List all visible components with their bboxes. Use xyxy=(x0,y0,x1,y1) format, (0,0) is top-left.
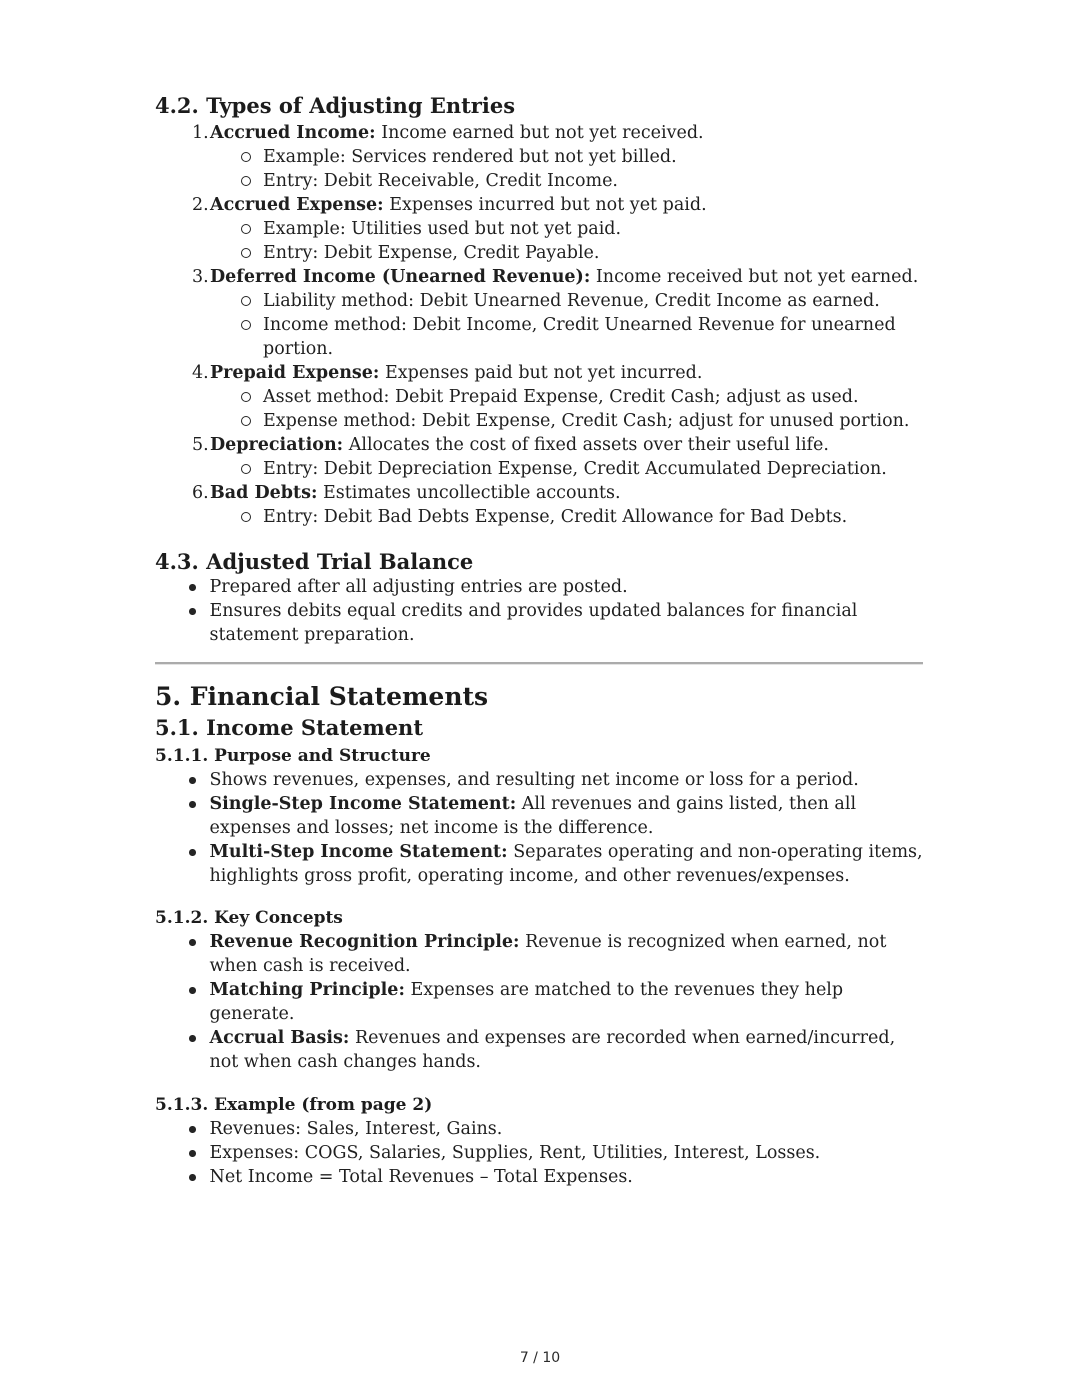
term-label: Prepaid Expense: xyxy=(210,363,380,383)
bullet-item xyxy=(189,1026,923,1074)
term-description: Revenues and expenses are recorded when earned/incurred, not when cash changes hands. xyxy=(209,1028,896,1072)
term-label: Revenue Recognition Principle: xyxy=(209,932,520,952)
bullet-text xyxy=(210,930,924,978)
hollow-bullet-icon xyxy=(241,392,251,402)
sub-item-text: Expense method: Debit Expense, Credit Cash; adjust for unused portion. xyxy=(263,411,910,431)
term-description: Shows revenues, expenses, and resulting net income or loss for a period. xyxy=(209,770,859,790)
term-description: Revenues: Sales, Interest, Gains. xyxy=(209,1119,503,1139)
bullet-icon xyxy=(189,801,196,808)
sub-list-item xyxy=(241,241,923,265)
sub-item-text: Example: Utilities used but not yet paid. xyxy=(263,219,622,239)
term-label: Multi-Step Income Statement: xyxy=(209,842,508,862)
bullet-icon xyxy=(189,987,196,994)
sub-list-item xyxy=(241,313,923,361)
hollow-bullet-icon xyxy=(241,512,251,522)
bullet-icon xyxy=(189,777,196,784)
hollow-bullet-icon xyxy=(241,464,251,474)
bullet-item xyxy=(189,930,923,978)
bullet-icon xyxy=(189,1035,196,1042)
list-item-text xyxy=(210,433,923,457)
sub-list-item xyxy=(241,385,923,409)
section-heading-5: 5. Financial Statements xyxy=(155,682,489,711)
sub-item-text: Entry: Debit Bad Debts Expense, Credit Allowance for Bad Debts. xyxy=(263,507,848,527)
bullet-item xyxy=(189,575,923,599)
term-description: All revenues and gains listed, then all expenses and losses; net income is the difference. xyxy=(209,794,857,838)
bullet-item xyxy=(189,599,923,647)
list-number: 5. xyxy=(192,435,209,455)
list-item xyxy=(192,361,923,385)
term-label: Accrual Basis: xyxy=(209,1028,350,1048)
hollow-bullet-icon xyxy=(241,152,251,162)
bullet-icon xyxy=(189,1150,196,1157)
term-description: Income received but not yet earned. xyxy=(595,267,919,287)
page-number: 7 / 10 xyxy=(519,1350,561,1366)
term-description: Income earned but not yet received. xyxy=(381,123,704,143)
bullet-icon xyxy=(189,939,196,946)
term-label: Accrued Expense: xyxy=(210,195,384,215)
bullet-item xyxy=(189,1165,923,1189)
section-heading-5-1: 5.1. Income Statement xyxy=(155,715,424,740)
sub-list-item xyxy=(241,169,923,193)
list-number: 2. xyxy=(192,195,209,215)
bullet-text xyxy=(210,1165,924,1189)
hollow-bullet-icon xyxy=(241,416,251,426)
bullet-item xyxy=(189,978,923,1026)
list-number: 4. xyxy=(192,363,209,383)
term-label: Accrued Income: xyxy=(210,123,376,143)
list-item xyxy=(192,121,923,145)
term-description: Estimates uncollectible accounts. xyxy=(322,483,621,503)
bullet-text xyxy=(210,1141,924,1165)
bullet-icon xyxy=(189,608,196,615)
sub-item-text: Entry: Debit Receivable, Credit Income. xyxy=(263,171,618,191)
list-number: 1. xyxy=(192,123,209,143)
term-description: Expenses paid but not yet incurred. xyxy=(384,363,703,383)
bullet-text xyxy=(210,840,924,888)
section-heading-5-1-2: 5.1.2. Key Concepts xyxy=(155,908,343,928)
bullet-icon xyxy=(189,849,196,856)
list-item-text xyxy=(210,193,923,217)
term-description: Separates operating and non-operating items, highlights gross profit, operating income, and other revenues/expenses. xyxy=(209,842,923,886)
term-label: Depreciation: xyxy=(210,435,344,455)
sub-item-text: Income method: Debit Income, Credit Unearned Revenue for unearned portion. xyxy=(263,315,896,359)
sub-item-text: Asset method: Debit Prepaid Expense, Credit Cash; adjust as used. xyxy=(263,387,859,407)
term-description: Net Income = Total Revenues – Total Expenses. xyxy=(209,1167,633,1187)
sub-item-text: Example: Services rendered but not yet billed. xyxy=(263,147,677,167)
bullet-icon xyxy=(189,1174,196,1181)
sub-item-text: Entry: Debit Expense, Credit Payable. xyxy=(263,243,600,263)
list-item xyxy=(192,481,923,505)
hollow-bullet-icon xyxy=(241,248,251,258)
list-item-text xyxy=(210,361,923,385)
bullet-text: Prepared after all adjusting entries are posted. xyxy=(209,577,628,597)
hollow-bullet-icon xyxy=(241,224,251,234)
term-label: Single-Step Income Statement: xyxy=(209,794,517,814)
list-item-text xyxy=(210,121,923,145)
bullet-item xyxy=(189,792,923,840)
list-item xyxy=(192,433,923,457)
sub-item-text: Entry: Debit Depreciation Expense, Credit Accumulated Depreciation. xyxy=(263,459,887,479)
sub-list-item xyxy=(241,217,923,241)
bullet-text xyxy=(210,792,924,840)
sub-list-item xyxy=(241,505,923,529)
list-item xyxy=(192,265,923,289)
bullet-text xyxy=(210,768,924,792)
list-item-text xyxy=(210,481,923,505)
bullet-item xyxy=(189,1141,923,1165)
list-number: 3. xyxy=(192,267,209,287)
term-description: Allocates the cost of fixed assets over their useful life. xyxy=(348,435,829,455)
sub-list-item xyxy=(241,409,923,433)
bullet-icon xyxy=(189,584,196,591)
bullet-text xyxy=(210,978,924,1026)
section-divider xyxy=(155,662,923,665)
term-description: Expenses incurred but not yet paid. xyxy=(389,195,707,215)
bullet-item xyxy=(189,840,923,888)
hollow-bullet-icon xyxy=(241,320,251,330)
bullet-item xyxy=(189,1117,923,1141)
sub-list-item xyxy=(241,457,923,481)
list-item xyxy=(192,193,923,217)
term-label: Matching Principle: xyxy=(209,980,405,1000)
sub-list-item xyxy=(241,289,923,313)
sub-list-item xyxy=(241,145,923,169)
bullet-text: Ensures debits equal credits and provides updated balances for financial statement preparation. xyxy=(209,601,858,645)
section-heading-5-1-3: 5.1.3. Example (from page 2) xyxy=(155,1095,433,1115)
section-heading-4-2: 4.2. Types of Adjusting Entries xyxy=(155,93,516,118)
list-number: 6. xyxy=(192,483,209,503)
term-description: Revenue is recognized when earned, not when cash is received. xyxy=(209,932,887,976)
term-label: Bad Debts: xyxy=(210,483,318,503)
bullet-text xyxy=(210,1026,924,1074)
section-heading-4-3: 4.3. Adjusted Trial Balance xyxy=(155,549,474,574)
document-content xyxy=(155,0,923,1189)
bullet-text xyxy=(210,1117,924,1141)
bullet-item xyxy=(189,768,923,792)
sub-item-text: Liability method: Debit Unearned Revenue, Credit Income as earned. xyxy=(263,291,880,311)
term-label: Deferred Income (Unearned Revenue): xyxy=(210,267,591,287)
bullet-icon xyxy=(189,1126,196,1133)
hollow-bullet-icon xyxy=(241,176,251,186)
term-description: Expenses: COGS, Salaries, Supplies, Rent, Utilities, Interest, Losses. xyxy=(209,1143,821,1163)
section-heading-5-1-1: 5.1.1. Purpose and Structure xyxy=(155,746,431,766)
list-item-text xyxy=(210,265,923,289)
term-description: Expenses are matched to the revenues they help generate. xyxy=(209,980,844,1024)
hollow-bullet-icon xyxy=(241,296,251,306)
